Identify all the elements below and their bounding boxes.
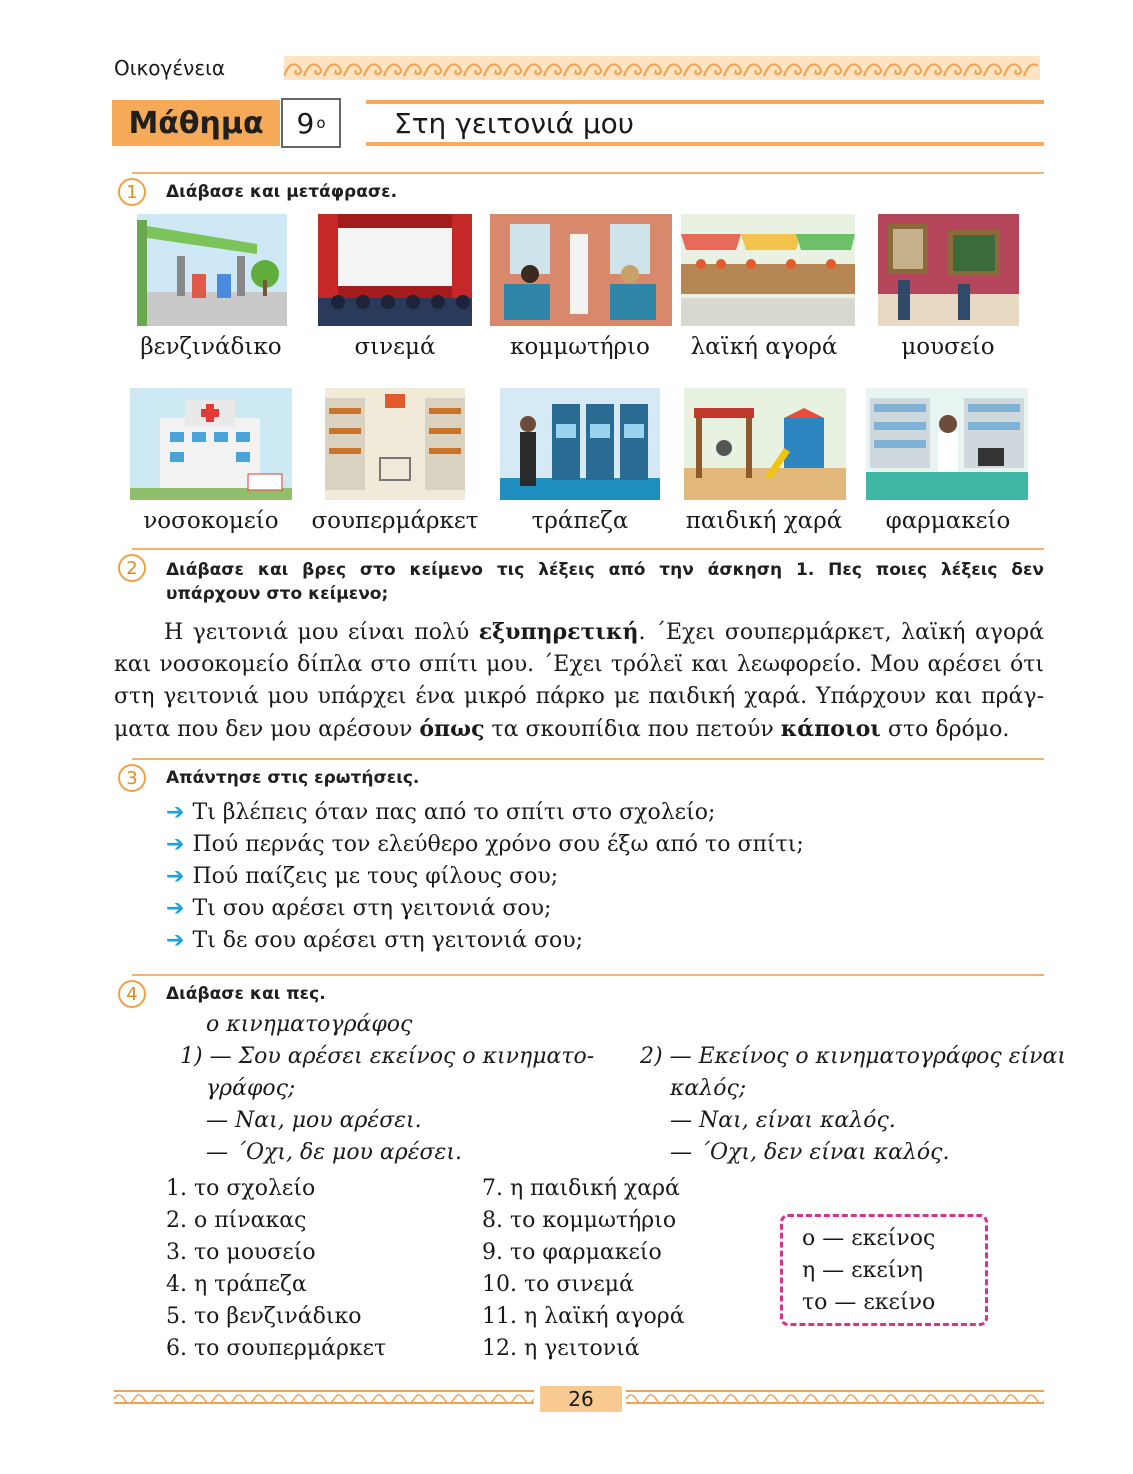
caption-cinema: σινεμά [354,334,436,360]
arrow-right-icon: ➔ [166,832,185,857]
divider [132,548,1044,550]
bold-word: κάποιοι [780,716,881,742]
divider [132,974,1044,976]
caption-hospital: νοσοκομείο [143,508,279,534]
street-market-image [681,214,855,326]
text-line [114,713,1044,746]
caption-museum: μουσείο [901,334,995,360]
question-text: Τι βλέπεις όταν πας από το σπίτι στο σχολείο; [192,800,716,825]
exercise-number: 3 [118,764,146,792]
list-item: 1. το σχολείο [166,1176,316,1201]
list-item: 5. το βενζινάδικο [166,1304,362,1329]
bold-word: όπως [419,716,485,742]
exercise-number: 2 [118,554,146,582]
dialogue-1-line: 1) — Σου αρέσει εκείνος ο κινηματο- [180,1044,595,1069]
supermarket-image [325,388,465,500]
playground-image [684,388,846,500]
lesson-number [281,98,341,148]
caption-supermarket: σουπερμάρκετ [311,508,479,534]
arrow-right-icon: ➔ [166,928,185,953]
dialogue-1-line: — ΄Οχι, δε μου αρέσει. [206,1140,462,1165]
dialogue-2-line: — Ναι, είναι καλός. [670,1108,896,1133]
museum-image [878,214,1019,326]
exercise-number: 1 [118,178,146,206]
box-line: η — εκείνη [802,1258,923,1283]
chapter-label: Οικογένεια [114,56,226,80]
lesson-number-value: 9 [296,106,315,140]
exercise-title: Διάβασε και μετάφρασε. [166,182,398,202]
dialogue-1-line: γράφος; [206,1076,296,1101]
arrow-right-icon: ➔ [166,864,185,889]
text-span: . ΄Εχει σουπερμάρκετ, λαϊκή αγορά [638,620,1044,645]
exercise-title-line: υπάρχουν στο κείμενο; [166,584,389,604]
dialogue-1-line: — Ναι, μου αρέσει. [206,1108,422,1133]
exercise-title [166,558,1044,606]
text-span: στο δρόμο. [880,717,1010,742]
lesson-label: Μάθημα [112,100,280,146]
example-word: ο κινηματογράφος [206,1012,413,1037]
question-item [166,896,551,921]
page-number: 26 [540,1386,622,1412]
arrow-right-icon: ➔ [166,800,185,825]
list-item: 12. η γειτονιά [482,1336,640,1361]
list-item: 8. το κομμωτήριο [482,1208,677,1233]
question-text: Τι δε σου αρέσει στη γειτονιά σου; [192,928,584,953]
hair-salon-image [490,214,672,326]
reading-text [114,616,1044,746]
bank-atm-image [500,388,660,500]
exercise-number: 4 [118,980,146,1008]
dialogue-2-line: καλός; [670,1076,747,1101]
footer-wave-border-left [114,1390,534,1404]
question-text: Πού περνάς τον ελεύθερο χρόνο σου έξω από το σπίτι; [192,832,804,857]
list-item: 7. η παιδική χαρά [482,1176,680,1201]
caption-street-market: λαϊκή αγορά [690,334,838,360]
caption-gas-station: βενζινάδικο [140,334,282,360]
caption-pharmacy: φαρμακείο [885,508,1011,534]
exercise-title: Διάβασε και πες. [166,984,326,1004]
list-item: 10. το σινεμά [482,1272,634,1297]
question-text: Πού παίζεις με τους φίλους σου; [192,864,559,889]
gas-station-image [137,214,287,326]
text-line [114,616,1044,649]
caption-bank: τράπεζα [531,508,629,534]
list-item: 9. το φαρμακείο [482,1240,662,1265]
decorative-meander-border [284,56,1040,80]
divider [132,172,1044,174]
footer-wave-border-right [626,1390,1044,1404]
text-line: και νοσοκομείο δίπλα στο σπίτι μου. ΄Εχει τρόλεϊ και λεωφορείο. Μου αρέσει ότι [114,652,1044,677]
arrow-right-icon: ➔ [166,896,185,921]
list-item: 2. ο πίνακας [166,1208,307,1233]
text-span: τα σκουπίδια που πετούν [484,717,781,742]
caption-hair-salon: κομμωτήριο [510,334,650,360]
list-item: 6. το σουπερμάρκετ [166,1336,387,1361]
question-item [166,832,804,857]
exercise-title-line: Διάβασε και βρες στο κείμενο τις λέξεις από την άσκηση 1. Πες ποιες λέξεις δεν [166,560,1044,580]
box-line: το — εκείνο [802,1290,936,1315]
list-item: 3. το μουσείο [166,1240,316,1265]
exercise-title: Απάντησε στις ερωτήσεις. [166,768,420,788]
text-line: στη γειτονιά μου υπάρχει ένα μικρό πάρκο με παιδική χαρά. Υπάρχουν και πράγ- [114,684,1044,709]
dialogue-2-line: — ΄Οχι, δεν είναι καλός. [670,1140,950,1165]
list-item: 11. η λαϊκή αγορά [482,1304,685,1329]
bold-word: εξυπηρετική [478,619,639,645]
question-item [166,928,583,953]
question-item [166,864,558,889]
question-text: Τι σου αρέσει στη γειτονιά σου; [192,896,552,921]
pharmacy-image [866,388,1028,500]
dialogue-2-line: 2) — Εκείνος ο κινηματογράφος είναι [640,1044,1067,1069]
box-line: ο — εκείνος [802,1226,936,1251]
divider [132,758,1044,760]
hospital-image [130,388,292,500]
text-span: ματα που δεν μου αρέσουν [114,717,420,742]
cinema-image [318,214,472,326]
caption-playground: παιδική χαρά [685,508,843,534]
question-item [166,800,715,825]
lesson-number-suffix: ο [316,114,326,132]
lesson-title: Στη γειτονιά μου [366,100,1044,146]
text-span: Η γειτονιά μου είναι πολύ [164,620,479,645]
list-item: 4. η τράπεζα [166,1272,307,1297]
